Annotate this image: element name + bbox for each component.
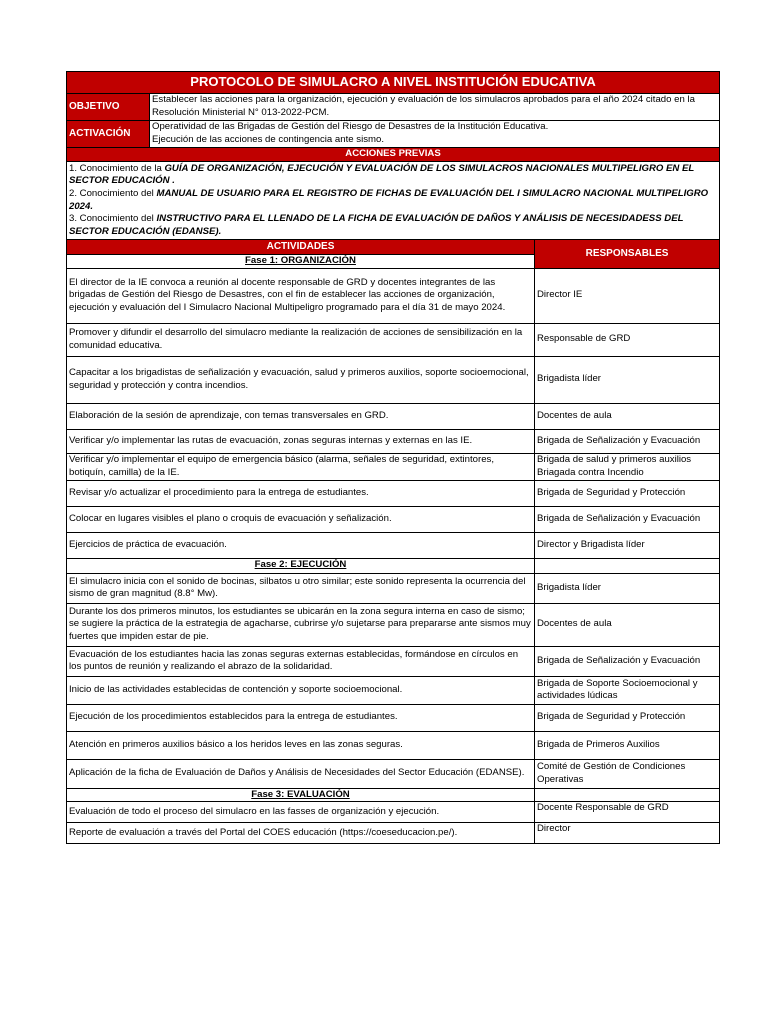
activity-cell: Atención en primeros auxilios básico a los heridos leves en las zonas seguras. bbox=[67, 731, 535, 759]
responsables-header: RESPONSABLES bbox=[535, 240, 720, 269]
previa-title: MANUAL DE USUARIO PARA EL REGISTRO DE FICHAS DE EVALUACIÓN DEL I SIMULACRO NACIONAL MULTIPELIGRO 2024. bbox=[69, 187, 709, 212]
responsible-cell: Docente Responsable de GRD bbox=[535, 802, 720, 823]
acciones-previas-list bbox=[67, 162, 720, 240]
responsible-cell: Docentes de aula bbox=[535, 603, 720, 646]
activity-cell: Evacuación de los estudiantes hacia las zonas seguras externas establecidas, formándose en círculos en los puntos de reunión y realizando el abrazo de la solidaridad. bbox=[67, 646, 535, 676]
fase-3-heading: Fase 3: EVALUACIÓN bbox=[67, 788, 535, 802]
responsible-cell: Brigada de Señalización y Evacuación bbox=[535, 646, 720, 676]
previa-item bbox=[69, 188, 717, 213]
fase-1-heading: Fase 1: ORGANIZACIÓN bbox=[67, 255, 535, 269]
activity-cell: Capacitar a los brigadistas de señalización y evacuación, salud y primeros auxilios, soporte socioemocional, seguridad y protección y contra incendios. bbox=[67, 356, 535, 403]
previa-title: GUÍA DE ORGANIZACIÓN, EJECUCIÓN Y EVALUACIÓN DE LOS SIMULACROS NACIONALES MULTIPELIGRO EN EL SECTOR EDUCACIÓN . bbox=[69, 162, 695, 187]
previa-item bbox=[69, 213, 717, 238]
responsible-cell: Brigada de Seguridad y Protección bbox=[535, 480, 720, 506]
empty-cell bbox=[535, 788, 720, 802]
responsible-cell: Brigada de Señalización y Evacuación bbox=[535, 429, 720, 453]
previa-prefix: 3. Conocimiento del bbox=[69, 213, 157, 225]
responsible-cell: Brigada de Primeros Auxilios bbox=[535, 731, 720, 759]
objetivo-label: OBJETIVO bbox=[67, 94, 150, 121]
document-title: PROTOCOLO DE SIMULACRO A NIVEL INSTITUCIÓN EDUCATIVA bbox=[67, 72, 720, 94]
acciones-previas-header: ACCIONES PREVIAS bbox=[67, 148, 720, 162]
previa-title: INSTRUCTIVO PARA EL LLENADO DE LA FICHA DE EVALUACIÓN DE DAÑOS Y ANÁLISIS DE NECESIDADESS DEL SECTOR EDUCACIÓN (EDANSE). bbox=[69, 213, 684, 237]
actividades-header: ACTIVIDADES bbox=[67, 240, 535, 255]
responsible-cell: Responsable de GRD bbox=[535, 323, 720, 356]
activity-cell: Reporte de evaluación a través del Portal del COES educación (https://coeseducacion.pe/). bbox=[67, 823, 535, 844]
activity-cell: Revisar y/o actualizar el procedimiento para la entrega de estudiantes. bbox=[67, 480, 535, 506]
previa-prefix: 2. Conocimiento del bbox=[69, 187, 157, 199]
activity-cell: Promover y difundir el desarrollo del simulacro mediante la realización de acciones de sensibilización en la comunidad educativa. bbox=[67, 323, 535, 356]
objetivo-text: Establecer las acciones para la organización, ejecución y evaluación de los simulacros aprobados para el año 2024 citado en la Resolución Ministerial N° 013-2022-PCM. bbox=[150, 94, 720, 121]
activacion-cell bbox=[150, 121, 720, 148]
previa-prefix: 1. Conocimiento de la bbox=[69, 162, 165, 174]
responsible-cell: Comité de Gestión de Condiciones Operativas bbox=[535, 759, 720, 788]
activity-cell: Ejercicios de práctica de evacuación. bbox=[67, 532, 535, 558]
responsible-cell: Director IE bbox=[535, 268, 720, 323]
activity-cell: Aplicación de la ficha de Evaluación de Daños y Análisis de Necesidades del Sector Educación (EDANSE). bbox=[67, 759, 535, 788]
responsible-cell: Brigada de salud y primeros auxilios Briagada contra Incendio bbox=[535, 453, 720, 480]
fase-2-heading: Fase 2: EJECUCIÓN bbox=[67, 558, 535, 573]
responsible-cell: Director bbox=[535, 823, 720, 844]
responsible-cell: Brigadista líder bbox=[535, 356, 720, 403]
responsible-cell: Docentes de aula bbox=[535, 403, 720, 429]
empty-cell bbox=[535, 558, 720, 573]
activity-cell: Ejecución de los procedimientos establecidos para la entrega de estudiantes. bbox=[67, 704, 535, 731]
protocol-document bbox=[66, 71, 719, 844]
activity-cell: Verificar y/o implementar las rutas de evacuación, zonas seguras internas y externas en las IE. bbox=[67, 429, 535, 453]
activity-cell: Durante los dos primeros minutos, los estudiantes se ubicarán en la zona segura interna en caso de sismo; se sugiere la práctica de la estrategia de agacharse, cubrirse y/o sujetarse para prepararse ante sismos muy fuertes que impiden estar de pie. bbox=[67, 603, 535, 646]
activity-cell: Inicio de las actividades establecidas de contención y soporte socioemocional. bbox=[67, 676, 535, 704]
activacion-text-2: Ejecución de las acciones de contingencia ante sismo. bbox=[152, 134, 384, 145]
protocol-table bbox=[66, 71, 720, 844]
activacion-label: ACTIVACIÓN bbox=[67, 121, 150, 148]
responsible-cell: Director y Brigadista líder bbox=[535, 532, 720, 558]
activity-cell: Elaboración de la sesión de aprendizaje, con temas transversales en GRD. bbox=[67, 403, 535, 429]
activity-cell: El simulacro inicia con el sonido de bocinas, silbatos u otro similar; este sonido representa la ocurrencia del sismo de gran magnitud (8.8° Mw). bbox=[67, 573, 535, 603]
responsible-cell: Brigada de Señalización y Evacuación bbox=[535, 506, 720, 532]
activity-cell: El director de la IE convoca a reunión al docente responsable de GRD y docentes integrantes de las brigadas de Gestión del Riesgo de Desastres, con el fin de establecer las acciones de organización, ejecución y evaluación del I Simulacro Nacional Multipeligro programado para el día 31 de mayo 2024. bbox=[67, 268, 535, 323]
activity-cell: Evaluación de todo el proceso del simulacro en las fasses de organización y ejecución. bbox=[67, 802, 535, 823]
responsible-cell: Brigada de Seguridad y Protección bbox=[535, 704, 720, 731]
responsible-cell: Brigada de Soporte Socioemocional y actividades lúdicas bbox=[535, 676, 720, 704]
previa-item bbox=[69, 163, 717, 188]
responsible-cell: Brigadista líder bbox=[535, 573, 720, 603]
activity-cell: Verificar y/o implementar el equipo de emergencia básico (alarma, señales de seguridad, extintores, botiquín, camilla) de la IE. bbox=[67, 453, 535, 480]
activacion-text-1: Operatividad de las Brigadas de Gestión del Riesgo de Desastres de la Institución Educativa. bbox=[152, 121, 549, 133]
activity-cell: Colocar en lugares visibles el plano o croquis de evacuación y señalización. bbox=[67, 506, 535, 532]
